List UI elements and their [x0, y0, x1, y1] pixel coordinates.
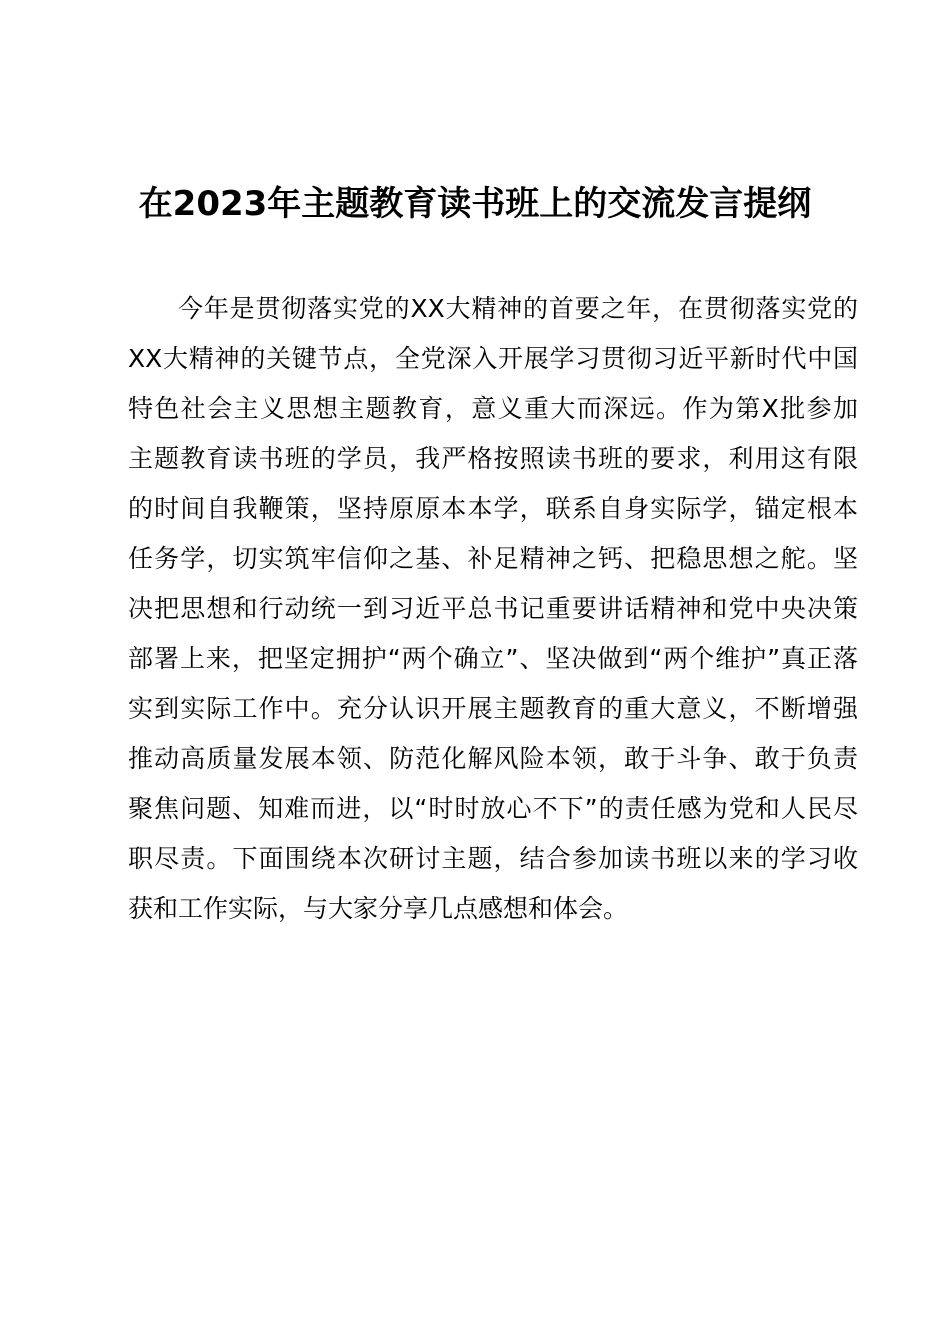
paragraph-line: 今年是贯彻落实党的XX大精神的首要之年，在贯彻落实党的	[178, 294, 858, 323]
paragraph-line: 的时间自我鞭策，坚持原原本本学，联系自身实际学，锚定根本	[128, 494, 858, 523]
paragraph-line: 获和工作实际，与大家分享几点感想和体会。	[128, 894, 629, 923]
paragraph-line: 推动高质量发展本领、防范化解风险本领，敢于斗争、敢于负责	[128, 744, 858, 773]
page-title: 在2023年主题教育读书班上的交流发言提纲	[138, 184, 812, 224]
paragraph-line: 特色社会主义思想主题教育，意义重大而深远。作为第X批参加	[128, 394, 858, 423]
paragraph-line: 部署上来，把坚定拥护“两个确立”、坚决做到“两个维护”真正落	[128, 644, 858, 673]
paragraph-line: 决把思想和行动统一到习近平总书记重要讲话精神和党中央决策	[128, 594, 858, 623]
paragraph-line: 主题教育读书班的学员，我严格按照读书班的要求，利用这有限	[128, 444, 858, 473]
paragraph-line: 聚焦问题、知难而进，以“时时放心不下”的责任感为党和人民尽	[128, 794, 858, 823]
paragraph-line: 任务学，切实筑牢信仰之基、补足精神之钙、把稳思想之舵。坚	[128, 544, 858, 573]
paragraph-line: 职尽责。下面围绕本次研讨主题，结合参加读书班以来的学习收	[128, 844, 858, 873]
body-paragraph	[128, 284, 858, 934]
paragraph-line: 实到实际工作中。充分认识开展主题教育的重大意义，不断增强	[128, 694, 858, 723]
paragraph-line: XX大精神的关键节点，全党深入开展学习贯彻习近平新时代中国	[128, 344, 858, 373]
